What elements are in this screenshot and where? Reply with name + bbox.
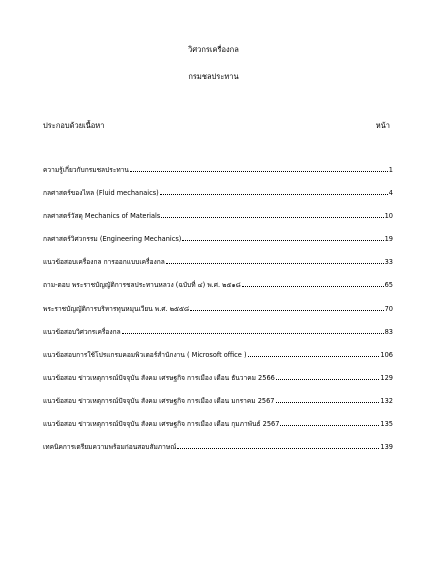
contents-label: ประกอบด้วยเนื้อหา (43, 121, 105, 130)
toc-entry-title: ความรู้เกี่ยวกับกรมชลประทาน (43, 166, 129, 174)
toc-leader-dots (177, 442, 379, 449)
toc-entry-title: แนวข้อสอบการใช้โปรแกรมคอมพิวเตอร์สำนักงาน ( Microsoft office ) (43, 350, 247, 359)
toc-entry-title: กลศาสตร์วิศวกรรม (Engineering Mechanics) (43, 235, 182, 244)
toc-entry-title: พระราชบัญญัติการบริหารทุนหมุนเวียน พ.ศ. ๒๕๕๘ (43, 304, 190, 313)
toc-entry (43, 188, 393, 211)
page-column-label: หน้า (375, 121, 390, 130)
toc-leader-dots (182, 234, 383, 241)
toc-entry (43, 327, 393, 350)
toc-entry (43, 373, 393, 396)
toc-entry (43, 234, 393, 257)
toc-entry-page: 1 (388, 166, 393, 174)
toc-entry (43, 442, 393, 465)
toc-leader-dots (122, 327, 384, 334)
toc-entry-title: เทคนิคการเตรียมความพร้อมก่อนสอบสัมภาษณ์ (43, 443, 177, 452)
toc-entry-title: แนวข้อสอบวิศวกรเครื่องกล (43, 327, 121, 336)
toc-leader-dots (130, 165, 388, 172)
toc-entry-title: กลศาสตร์ของไหล (Fluid mechanaics) (43, 189, 159, 198)
toc-entry (43, 257, 393, 280)
toc-entry-page: 33 (384, 258, 393, 267)
toc-entry-page: 106 (380, 350, 393, 359)
toc-leader-dots (248, 350, 380, 357)
toc-entry-page: 129 (380, 373, 393, 382)
toc-entry-title: ถาม-ตอบ พระราชบัญญัติการชลประทานหลวง (ฉบับที่ ๔) พ.ศ. ๒๕๑๘ (43, 281, 241, 290)
toc-leader-dots (161, 211, 383, 218)
toc-entry-page: 83 (384, 327, 393, 336)
toc-entry (43, 350, 393, 373)
toc-entry-page: 139 (380, 443, 393, 452)
toc-leader-dots (160, 188, 388, 195)
toc-entry-title: แนวข้อสอบ ข่าวเหตุการณ์ปัจจุบัน สังคม เศรษฐกิจ การเมือง เดือน กุมภาพันธ์ 2567 (43, 420, 280, 429)
toc-leader-dots (276, 396, 380, 403)
toc-entry (43, 280, 393, 303)
toc-entry-title: กลศาสตร์วัสดุ Mechanics of Materials (43, 212, 161, 221)
toc-entry (43, 304, 393, 327)
toc-entry-page: 65 (384, 281, 393, 290)
toc-leader-dots (280, 419, 379, 426)
toc-entry-title: แนวข้อสอบเครื่องกล การออกแบบเครื่องกล (43, 258, 165, 267)
toc-entry (43, 211, 393, 234)
toc-leader-dots (276, 373, 380, 380)
document-subtitle: กรมชลประทาน (188, 72, 239, 81)
toc-entry-page: 10 (384, 212, 393, 221)
toc-entry-page: 70 (384, 304, 393, 313)
table-of-contents (43, 165, 393, 465)
toc-entry (43, 396, 393, 419)
toc-entry (43, 165, 393, 188)
toc-entry-page: 4 (388, 189, 393, 198)
toc-entry-title: แนวข้อสอบ ข่าวเหตุการณ์ปัจจุบัน สังคม เศรษฐกิจ การเมือง เดือน มกราคม 2567 (43, 396, 275, 405)
document-title: วิศวกรเครื่องกล (188, 45, 239, 54)
toc-entry-page: 132 (380, 396, 393, 405)
toc-entry (43, 419, 393, 442)
toc-entry-page: 135 (380, 420, 393, 429)
toc-leader-dots (190, 304, 383, 311)
toc-leader-dots (166, 257, 384, 264)
toc-leader-dots (242, 280, 384, 287)
toc-entry-page: 19 (384, 235, 393, 244)
toc-entry-title: แนวข้อสอบ ข่าวเหตุการณ์ปัจจุบัน สังคม เศรษฐกิจ การเมือง เดือน ธันวาคม 2566 (43, 373, 275, 382)
